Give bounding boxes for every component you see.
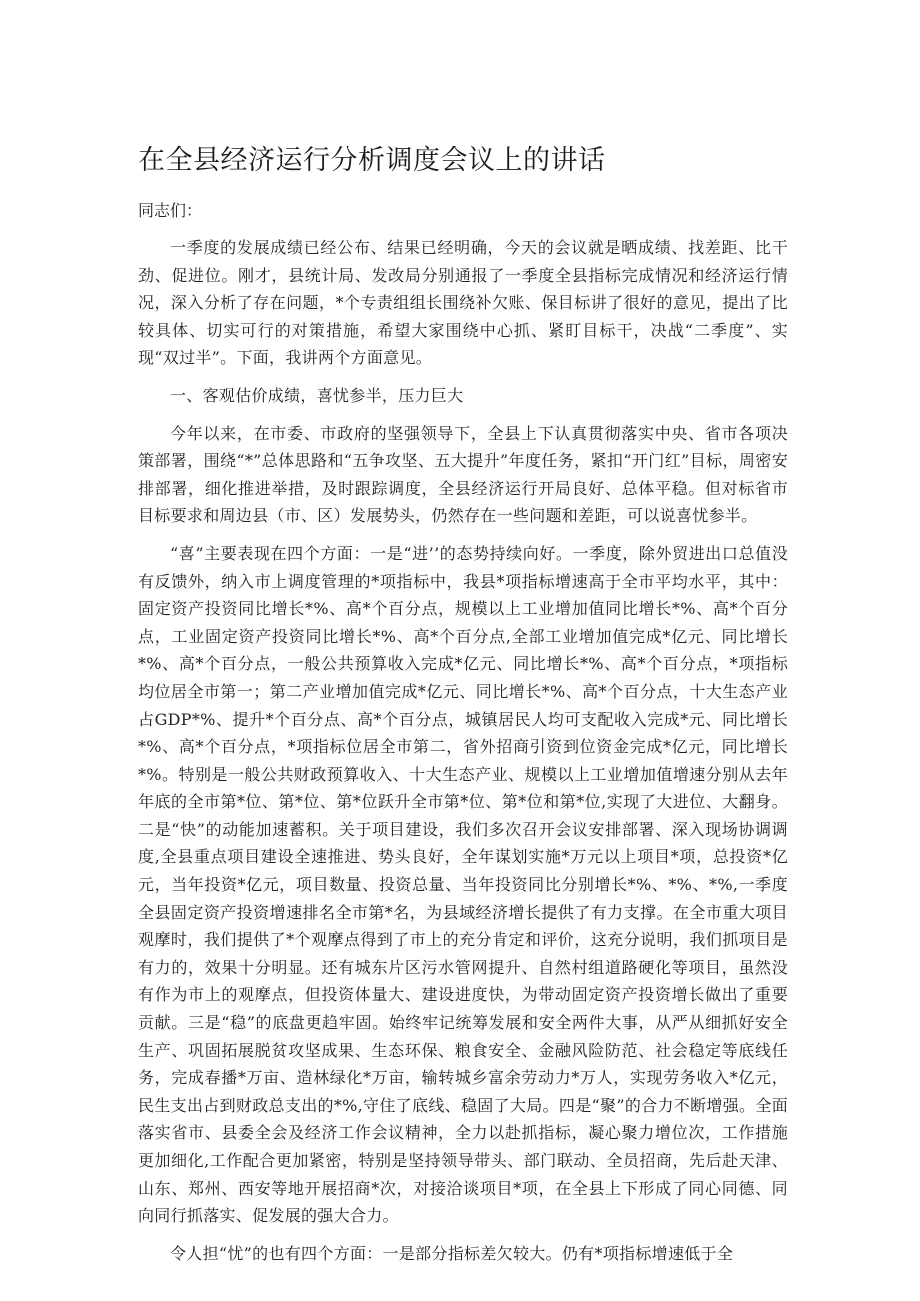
paragraph-intro: 一季度的发展成绩已经公布、结果已经明确，今天的会议就是晒成绩、找差距、比干劲、促进位。刚才，县统计局、发改局分别通报了一季度全县指标完成情况和经济运行情况，深入分析了存在问题，*个专责组组长围绕补欠账、保目标讲了很好的意见，提出了比较具体、切实可行的对策措施，希望大家围绕中心抓、紧盯目标干，决战“二季度”、实现“双过半”。下面，我讲两个方面意见。 bbox=[138, 238, 788, 368]
document-body bbox=[138, 234, 788, 1277]
paragraph-achievements: “喜”主要表现在四个方面：一是“进’’的态势持续向好。一季度，除外贸进出口总值没有反馈外，纳入市上调度管理的*项指标中，我县*项指标增速高于全市平均水平，其中：固定资产投资同比增长*%、高*个百分点，规模以上工业增加值同比增长*%、高*个百分点，工业固定资产投资同比增长*%、高*个百分点,全部工业增加值完成*亿元、同比增长*%、高*个百分点，一般公共预算收入完成*亿元、同比增长*%、高*个百分点，*项指标均位居全市第一；第二产业增加值完成*亿元、同比增长*%、高*个百分点，十大生态产业占GDP*%、提升*个百分点、高*个百分点，城镇居民人均可支配收入完成*元、同比增长*%、高*个百分点，*项指标位居全市第二，省外招商引资到位资金完成*亿元，同比增长*%。特别是一般公共财政预算收入、十大生态产业、规模以上工业增加值增速分别从去年年底的全市第*位、第*位、第*位跃升全市第*位、第*位和第*位,实现了大进位、大翻身。二是“快”的动能加速蓄积。关于项目建设，我们多次召开会议安排部署、深入现场协调调度,全县重点项目建设全速推进、势头良好，全年谋划实施*万元以上项目*项，总投资*亿元，当年投资*亿元，项目数量、投资总量、当年投资同比分别增长*%、*%、*%,一季度全县固定资产投资增速排名全市第*名，为县域经济增长提供了有力支撑。在全市重大项目观摩时，我们提供了*个观摩点得到了市上的充分肯定和评价，这充分说明，我们抓项目是有力的，效果十分明显。还有城东片区污水管网提升、自然村组道路硬化等项目，虽然没有作为市上的观摩点，但投资体量大、建设进度快，为带动固定资产投资增长做出了重要贡献。三是“稳”的底盘更趋牢固。始终牢记统筹发展和安全两件大事，从严从细抓好安全生产、巩固拓展脱贫攻坚成果、生态环保、粮食安全、金融风险防范、社会稳定等底线任务，完成春播*万亩、造林绿化*万亩，输转城乡富余劳动力*万人，实现劳务收入*亿元，民生支出占到财政总支出的*%,守住了底线、稳固了大局。四是“聚”的合力不断增强。全面落实省市、县委全会及经济工作会议精神，全力以赴抓指标，凝心聚力增位次，工作措施更加细化,工作配合更加紧密，特别是坚持领导带头、部门联动、全员招商，先后赴天津、山东、郑州、西安等地开展招商*次，对接洽谈项目*项，在全县上下形成了同心同德、同向同行抓落实、促发展的强大合力。 bbox=[138, 543, 788, 1226]
paragraph-concerns: 令人担“忧”的也有四个方面：一是部分指标差欠较大。仍有*项指标增速低于全 bbox=[170, 1243, 734, 1263]
document-title: 在全县经济运行分析调度会议上的讲话 bbox=[138, 145, 606, 176]
salutation: 同志们： bbox=[138, 201, 203, 220]
section-heading-1: 一、客观估价成绩，喜忧参半，压力巨大 bbox=[170, 385, 464, 405]
paragraph-overview: 今年以来，在市委、市政府的坚强领导下，全县上下认真贯彻落实中央、省市各项决策部署，围绕“*”总体思路和“五争攻坚、五大提升”年度任务，紧扣“开门红”目标，周密安排部署，细化推进举措，及时跟踪调度，全县经济运行开局良好、总体平稳。但对标省市目标要求和周边县（市、区）发展势头，仍然存在一些问题和差距，可以说喜忧参半。 bbox=[138, 423, 788, 526]
